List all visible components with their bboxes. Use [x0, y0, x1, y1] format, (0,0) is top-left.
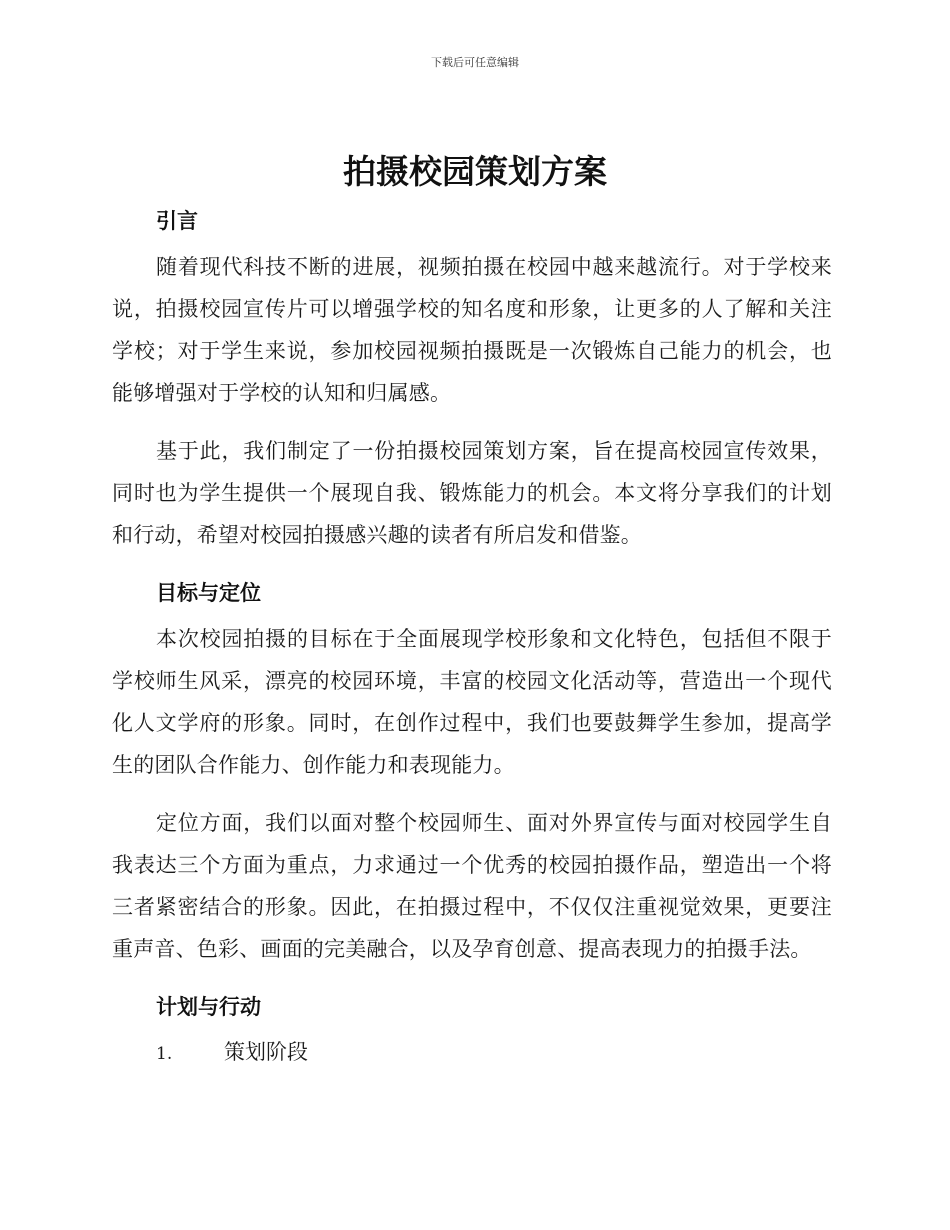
- paragraph: 基于此，我们制定了一份拍摄校园策划方案，旨在提高校园宣传效果，同时也为学生提供一个展现自我、锻炼能力的机会。本文将分享我们的计划和行动，希望对校园拍摄感兴趣的读者有所启发和借鉴。: [112, 439, 832, 547]
- paragraph: 本次校园拍摄的目标在于全面展现学校形象和文化特色，包括但不限于学校师生风采，漂亮的校园环境，丰富的校园文化活动等，营造出一个现代化人文学府的形象。同时，在创作过程中，我们也要鼓舞学生参加，提高学生的团队合作能力、创作能力和表现能力。: [112, 627, 832, 777]
- section-heading-plan: 计划与行动: [156, 995, 261, 1019]
- paragraph: 定位方面，我们以面对整个校园师生、面对外界宣传与面对校园学生自我表达三个方面为重点，力求通过一个优秀的校园拍摄作品，塑造出一个将三者紧密结合的形象。因此，在拍摄过程中，不仅仅注重视觉效果，更要注重声音、色彩、画面的完美融合，以及孕育创意、提高表现力的拍摄手法。: [112, 811, 832, 961]
- header-note: 下载后可任意编辑: [431, 56, 519, 69]
- list-number: 1.: [156, 1044, 173, 1064]
- document-body: [112, 200, 832, 1074]
- list-item: [112, 1032, 832, 1074]
- paragraph: 随着现代科技不断的进展，视频拍摄在校园中越来越流行。对于学校来说，拍摄校园宣传片可以增强学校的知名度和形象，让更多的人了解和关注学校；对于学生来说，参加校园视频拍摄既是一次锻炼自己能力的机会，也能够增强对于学校的认知和归属感。: [112, 255, 832, 405]
- document-title: 拍摄校园策划方案: [343, 152, 607, 191]
- section-heading-goals: 目标与定位: [156, 581, 261, 605]
- list-text: 策划阶段: [224, 1040, 308, 1064]
- section-heading-intro: 引言: [156, 209, 198, 233]
